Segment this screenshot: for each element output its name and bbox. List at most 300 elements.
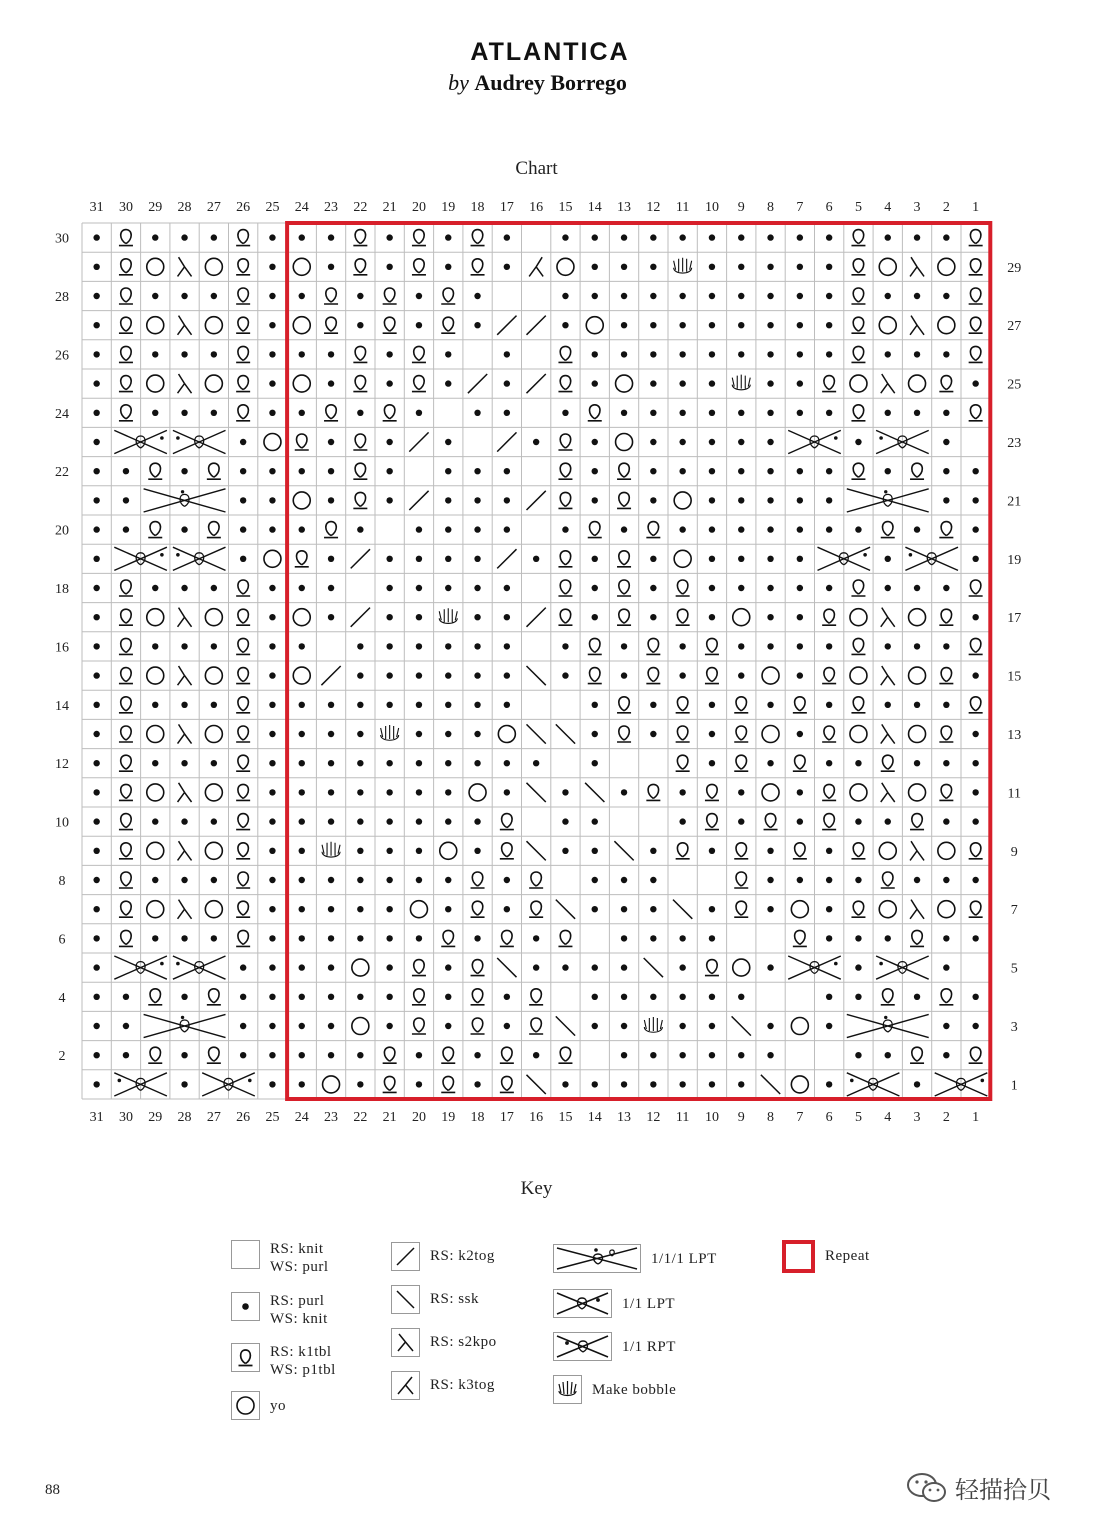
purl-dot xyxy=(621,293,627,299)
purl-dot xyxy=(445,672,451,678)
purl-dot xyxy=(914,351,920,357)
purl-dot xyxy=(533,935,539,941)
key-text: 1/1 RPT xyxy=(622,1339,676,1355)
purl-dot xyxy=(328,731,334,737)
purl-dot xyxy=(826,585,832,591)
purl-dot xyxy=(797,322,803,328)
purl-dot xyxy=(709,1023,715,1029)
purl-dot xyxy=(240,1052,246,1058)
purl-dot xyxy=(504,1023,510,1029)
purl-dot xyxy=(181,410,187,416)
purl-dot xyxy=(357,643,363,649)
purl-dot xyxy=(93,526,99,532)
purl-dot xyxy=(885,234,891,240)
purl-dot xyxy=(621,994,627,1000)
purl-dot xyxy=(474,1081,480,1087)
purl-dot xyxy=(152,702,158,708)
purl-dot xyxy=(592,760,598,766)
column-number: 4 xyxy=(884,1110,892,1125)
purl-dot xyxy=(738,643,744,649)
column-number: 3 xyxy=(913,1110,921,1125)
row-number-left: 28 xyxy=(55,290,69,305)
purl-dot xyxy=(826,935,832,941)
purl-dot xyxy=(416,848,422,854)
purl-dot xyxy=(93,906,99,912)
purl-dot xyxy=(621,1081,627,1087)
purl-dot xyxy=(93,410,99,416)
purl-dot xyxy=(650,468,656,474)
purl-dot xyxy=(269,526,275,532)
purl-dot xyxy=(914,234,920,240)
purl-dot xyxy=(386,702,392,708)
column-number: 7 xyxy=(796,1110,804,1125)
row-number-right: 21 xyxy=(1007,494,1022,510)
purl-dot xyxy=(445,760,451,766)
purl-dot xyxy=(328,380,334,386)
key-item-lpt xyxy=(553,1289,675,1318)
purl-dot xyxy=(269,585,275,591)
purl-dot xyxy=(416,643,422,649)
purl-dot xyxy=(797,556,803,562)
purl-dot xyxy=(533,760,539,766)
purl-dot xyxy=(386,818,392,824)
purl-dot xyxy=(797,293,803,299)
column-number: 15 xyxy=(558,200,573,215)
purl-dot xyxy=(93,818,99,824)
purl-dot xyxy=(592,731,598,737)
purl-dot xyxy=(152,234,158,240)
purl-dot xyxy=(181,994,187,1000)
purl-dot xyxy=(592,439,598,445)
purl-dot xyxy=(181,351,187,357)
purl-dot xyxy=(504,614,510,620)
purl-dot xyxy=(738,468,744,474)
purl-dot xyxy=(299,643,305,649)
purl-dot xyxy=(972,935,978,941)
purl-dot xyxy=(299,1052,305,1058)
purl-dot xyxy=(767,643,773,649)
purl-dot xyxy=(123,1052,129,1058)
purl-dot xyxy=(650,556,656,562)
purl-dot xyxy=(650,731,656,737)
purl-dot xyxy=(93,468,99,474)
purl-dot xyxy=(181,293,187,299)
row-number-left: 20 xyxy=(55,523,69,539)
cable-dot xyxy=(834,962,838,966)
purl-dot xyxy=(445,264,451,270)
column-number: 8 xyxy=(767,1110,775,1125)
purl-dot xyxy=(269,1052,275,1058)
purl-dot xyxy=(386,614,392,620)
column-number: 21 xyxy=(382,1110,397,1125)
key-item-k2tog xyxy=(391,1242,495,1271)
purl-dot xyxy=(767,556,773,562)
purl-dot xyxy=(709,731,715,737)
purl-dot xyxy=(152,410,158,416)
bobble-icon xyxy=(553,1375,582,1404)
column-number: 14 xyxy=(587,1110,602,1125)
key-text: 1/1/1 LPT xyxy=(651,1251,717,1267)
purl-dot xyxy=(855,994,861,1000)
purl-dot xyxy=(93,877,99,883)
purl-dot xyxy=(885,818,891,824)
purl-dot xyxy=(855,877,861,883)
cable-dot xyxy=(850,1079,854,1083)
column-number: 26 xyxy=(236,200,251,215)
purl-dot xyxy=(445,351,451,357)
purl-dot xyxy=(592,234,598,240)
wechat-logo-icon xyxy=(905,1471,949,1505)
purl-dot xyxy=(767,760,773,766)
column-number: 2 xyxy=(942,1110,950,1125)
purl-dot xyxy=(299,293,305,299)
purl-dot xyxy=(299,410,305,416)
purl-dot xyxy=(885,643,891,649)
purl-dot xyxy=(709,410,715,416)
purl-dot xyxy=(269,380,275,386)
purl-dot xyxy=(855,1052,861,1058)
purl-dot xyxy=(767,322,773,328)
purl-dot xyxy=(738,1081,744,1087)
purl-dot xyxy=(679,789,685,795)
yarn-over-circle-icon xyxy=(231,1391,260,1420)
purl-dot xyxy=(386,964,392,970)
purl-dot xyxy=(679,322,685,328)
purl-dot xyxy=(885,351,891,357)
purl-dot xyxy=(299,234,305,240)
purl-dot xyxy=(709,1052,715,1058)
purl-dot xyxy=(914,410,920,416)
column-number: 20 xyxy=(411,200,426,215)
purl-dot xyxy=(152,760,158,766)
column-number: 5 xyxy=(854,1110,862,1125)
purl-dot xyxy=(357,322,363,328)
purl-dot xyxy=(504,643,510,649)
purl-dot xyxy=(679,643,685,649)
purl-dot-icon xyxy=(231,1292,260,1321)
column-number: 8 xyxy=(767,200,775,215)
cable-dot xyxy=(863,553,867,557)
purl-dot xyxy=(767,848,773,854)
purl-dot xyxy=(299,964,305,970)
purl-dot xyxy=(474,614,480,620)
purl-dot xyxy=(621,906,627,912)
purl-dot xyxy=(504,760,510,766)
purl-dot xyxy=(767,906,773,912)
purl-dot xyxy=(972,789,978,795)
purl-dot xyxy=(269,760,275,766)
purl-dot xyxy=(328,818,334,824)
purl-dot xyxy=(474,293,480,299)
purl-dot xyxy=(386,935,392,941)
purl-dot xyxy=(943,293,949,299)
key-text: RS: purl xyxy=(270,1293,325,1309)
purl-dot xyxy=(269,293,275,299)
purl-dot xyxy=(299,468,305,474)
purl-dot xyxy=(592,964,598,970)
column-number: 11 xyxy=(675,200,690,215)
purl-dot xyxy=(269,1023,275,1029)
purl-dot xyxy=(328,935,334,941)
column-number: 3 xyxy=(913,200,921,215)
purl-dot xyxy=(592,264,598,270)
row-number-right: 11 xyxy=(1007,786,1022,802)
purl-dot xyxy=(93,702,99,708)
key-text: RS: ssk xyxy=(430,1291,479,1307)
purl-dot xyxy=(592,497,598,503)
purl-dot xyxy=(738,410,744,416)
purl-dot xyxy=(93,731,99,737)
purl-dot xyxy=(797,585,803,591)
purl-dot xyxy=(269,643,275,649)
purl-dot xyxy=(885,702,891,708)
purl-dot xyxy=(914,760,920,766)
key-text: RS: k2tog xyxy=(430,1248,495,1264)
row-number-right: 27 xyxy=(1007,319,1022,335)
purl-dot xyxy=(972,731,978,737)
purl-dot xyxy=(562,234,568,240)
purl-dot xyxy=(914,1081,920,1087)
purl-dot xyxy=(93,672,99,678)
column-number: 5 xyxy=(854,200,862,215)
purl-dot xyxy=(914,526,920,532)
purl-dot xyxy=(181,1081,187,1087)
purl-dot xyxy=(474,526,480,532)
purl-dot xyxy=(738,439,744,445)
purl-dot xyxy=(504,702,510,708)
purl-dot xyxy=(885,585,891,591)
purl-dot xyxy=(738,789,744,795)
rpt-cable-icon xyxy=(553,1332,612,1361)
purl-dot xyxy=(767,877,773,883)
purl-dot xyxy=(445,994,451,1000)
purl-dot xyxy=(357,848,363,854)
purl-dot xyxy=(826,877,832,883)
cable-dot xyxy=(176,553,180,557)
purl-dot xyxy=(767,380,773,386)
column-number: 26 xyxy=(236,1110,251,1125)
purl-dot xyxy=(738,672,744,678)
purl-dot xyxy=(650,1052,656,1058)
purl-dot xyxy=(445,380,451,386)
column-number: 31 xyxy=(89,200,104,215)
purl-dot xyxy=(592,351,598,357)
purl-dot xyxy=(797,672,803,678)
purl-dot xyxy=(386,848,392,854)
purl-dot xyxy=(943,234,949,240)
purl-dot xyxy=(650,410,656,416)
purl-dot xyxy=(943,410,949,416)
purl-dot xyxy=(650,935,656,941)
purl-dot xyxy=(181,234,187,240)
purl-dot xyxy=(972,1023,978,1029)
purl-dot xyxy=(504,380,510,386)
purl-dot xyxy=(328,1052,334,1058)
purl-dot xyxy=(328,585,334,591)
purl-dot xyxy=(386,439,392,445)
purl-dot xyxy=(474,731,480,737)
purl-dot xyxy=(386,264,392,270)
purl-dot xyxy=(269,906,275,912)
row-number-left: 14 xyxy=(55,698,69,714)
purl-dot xyxy=(650,877,656,883)
purl-dot xyxy=(885,293,891,299)
purl-dot xyxy=(855,439,861,445)
purl-dot xyxy=(650,906,656,912)
column-number: 20 xyxy=(411,1110,426,1125)
purl-dot xyxy=(679,351,685,357)
cable-dot xyxy=(834,436,838,440)
purl-dot xyxy=(416,760,422,766)
purl-dot xyxy=(738,497,744,503)
purl-dot xyxy=(474,585,480,591)
purl-dot xyxy=(357,935,363,941)
purl-dot xyxy=(767,439,773,445)
key-text: RS: knit xyxy=(270,1241,324,1257)
purl-dot xyxy=(797,234,803,240)
purl-dot xyxy=(93,264,99,270)
purl-dot xyxy=(738,234,744,240)
purl-dot xyxy=(855,526,861,532)
purl-dot xyxy=(269,264,275,270)
purl-dot xyxy=(211,702,217,708)
row-number-right: 29 xyxy=(1007,260,1022,276)
cable-dot xyxy=(160,962,164,966)
purl-dot xyxy=(943,877,949,883)
purl-dot xyxy=(621,877,627,883)
purl-dot xyxy=(328,702,334,708)
purl-dot xyxy=(562,643,568,649)
column-number: 16 xyxy=(529,200,544,215)
purl-dot xyxy=(767,264,773,270)
purl-dot xyxy=(709,322,715,328)
column-number: 25 xyxy=(265,1110,280,1125)
purl-dot xyxy=(386,672,392,678)
purl-dot xyxy=(123,1023,129,1029)
purl-dot xyxy=(386,351,392,357)
purl-dot xyxy=(797,380,803,386)
purl-dot xyxy=(592,1081,598,1087)
purl-dot xyxy=(240,964,246,970)
purl-dot xyxy=(269,614,275,620)
purl-dot xyxy=(972,994,978,1000)
lpt-cable-icon xyxy=(553,1289,612,1318)
purl-dot xyxy=(562,672,568,678)
key-text: Make bobble xyxy=(592,1382,677,1398)
purl-dot xyxy=(885,935,891,941)
purl-dot xyxy=(826,293,832,299)
purl-dot xyxy=(972,760,978,766)
purl-dot xyxy=(240,1023,246,1029)
purl-dot xyxy=(738,585,744,591)
key-item-bobble xyxy=(553,1375,676,1404)
purl-dot xyxy=(474,702,480,708)
purl-dot xyxy=(386,994,392,1000)
purl-dot xyxy=(972,380,978,386)
row-number-left: 26 xyxy=(55,348,69,364)
column-number: 12 xyxy=(646,200,661,215)
row-number-left: 24 xyxy=(55,406,69,422)
purl-dot xyxy=(797,410,803,416)
purl-dot xyxy=(562,526,568,532)
purl-dot xyxy=(767,497,773,503)
purl-dot xyxy=(767,468,773,474)
key-text: WS: purl xyxy=(270,1259,329,1275)
purl-dot xyxy=(972,526,978,532)
cable-dot xyxy=(879,962,883,966)
column-number: 10 xyxy=(704,1110,719,1125)
purl-dot xyxy=(709,351,715,357)
purl-dot xyxy=(328,556,334,562)
purl-dot xyxy=(357,906,363,912)
purl-dot xyxy=(445,906,451,912)
purl-dot xyxy=(474,818,480,824)
row-number-right: 9 xyxy=(1010,844,1018,860)
purl-dot xyxy=(797,351,803,357)
purl-dot xyxy=(679,380,685,386)
purl-dot xyxy=(299,702,305,708)
purl-dot xyxy=(269,818,275,824)
purl-dot xyxy=(826,497,832,503)
purl-dot xyxy=(299,1023,305,1029)
row-number-left: 16 xyxy=(55,640,69,656)
key-item-lpt-111 xyxy=(553,1244,717,1273)
purl-dot xyxy=(93,1023,99,1029)
purl-dot xyxy=(826,322,832,328)
purl-dot xyxy=(679,234,685,240)
column-number: 28 xyxy=(177,1110,192,1125)
purl-dot xyxy=(709,556,715,562)
knit-symbol-icon xyxy=(231,1240,260,1269)
cable-dot xyxy=(981,1079,985,1083)
purl-dot xyxy=(416,322,422,328)
purl-dot xyxy=(211,643,217,649)
column-number: 21 xyxy=(382,200,397,215)
purl-dot xyxy=(386,643,392,649)
purl-dot xyxy=(445,439,451,445)
row-number-left: 12 xyxy=(55,757,69,773)
column-number: 22 xyxy=(353,200,368,215)
column-number: 10 xyxy=(704,200,719,215)
purl-dot xyxy=(445,497,451,503)
column-number: 27 xyxy=(206,200,221,215)
purl-dot xyxy=(445,1023,451,1029)
purl-dot xyxy=(328,497,334,503)
purl-dot xyxy=(504,906,510,912)
row-number-left: 30 xyxy=(55,231,69,247)
purl-dot xyxy=(709,468,715,474)
key-item-purl xyxy=(231,1292,328,1328)
purl-dot xyxy=(504,789,510,795)
column-number: 16 xyxy=(529,1110,544,1125)
purl-dot xyxy=(93,643,99,649)
purl-dot xyxy=(357,702,363,708)
purl-dot xyxy=(328,760,334,766)
purl-dot xyxy=(972,468,978,474)
column-number: 6 xyxy=(825,200,833,215)
row-number-right: 3 xyxy=(1010,1020,1018,1035)
purl-dot xyxy=(738,264,744,270)
purl-dot xyxy=(240,556,246,562)
purl-dot xyxy=(797,526,803,532)
purl-dot xyxy=(972,877,978,883)
purl-dot xyxy=(562,410,568,416)
purl-dot xyxy=(709,497,715,503)
key-text: WS: p1tbl xyxy=(270,1362,336,1378)
purl-dot xyxy=(299,906,305,912)
purl-dot xyxy=(914,643,920,649)
column-number: 12 xyxy=(646,1110,661,1125)
